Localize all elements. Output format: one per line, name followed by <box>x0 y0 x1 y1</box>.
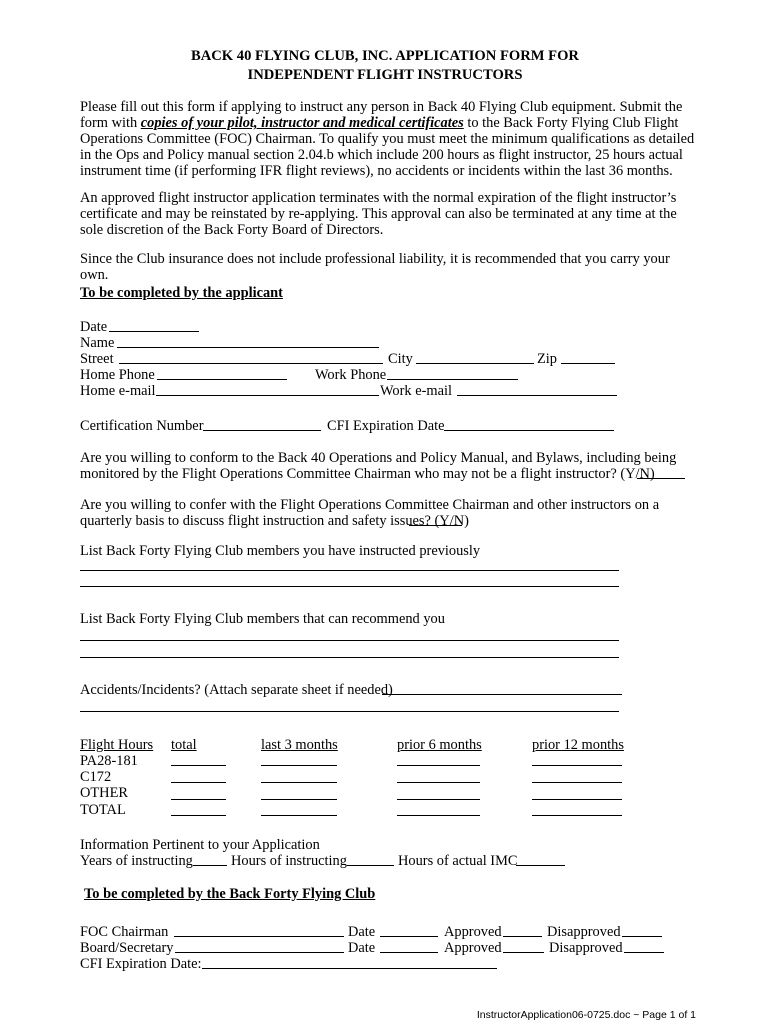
street-field[interactable] <box>119 363 383 364</box>
hours-cell[interactable] <box>261 799 337 800</box>
foc-approved-label: Approved <box>444 924 502 940</box>
home-phone-field[interactable] <box>157 379 287 380</box>
home-email-label: Home e-mail <box>80 383 156 399</box>
board-disapproved-field[interactable] <box>624 952 664 953</box>
board-secretary-label: Board/Secretary <box>80 940 174 956</box>
instructed-list-label: List Back Forty Flying Club members you have instructed previously <box>80 543 481 559</box>
hours-instructing-field[interactable] <box>347 865 394 866</box>
recommend-line-2[interactable] <box>80 657 619 658</box>
conform-yn-field[interactable] <box>637 478 685 479</box>
board-approved-field[interactable] <box>503 952 544 953</box>
prior-6-months-header: prior 6 months <box>397 737 482 753</box>
cfi-exp-label: CFI Expiration Date <box>327 418 445 434</box>
hours-instructing-label: Hours of instructing <box>231 853 347 869</box>
home-email-field[interactable] <box>156 395 379 396</box>
hours-cell[interactable] <box>532 815 622 816</box>
hours-cell[interactable] <box>171 765 226 766</box>
form-title-line2: INDEPENDENT FLIGHT INSTRUCTORS <box>247 67 523 83</box>
hours-cell[interactable] <box>397 799 480 800</box>
recommend-list-label: List Back Forty Flying Club members that can recommend you <box>80 611 445 627</box>
foc-approved-field[interactable] <box>503 936 542 937</box>
form-title-line1: BACK 40 FLYING CLUB, INC. APPLICATION FORM FOR <box>191 48 579 64</box>
foc-chairman-field[interactable] <box>174 936 344 937</box>
name-field[interactable] <box>117 347 379 348</box>
years-instructing-field[interactable] <box>193 865 227 866</box>
city-label: City <box>388 351 413 367</box>
pertinent-heading: Information Pertinent to your Application <box>80 837 320 853</box>
cert-number-label: Certification Number <box>80 418 204 434</box>
prior-12-months-header: prior 12 months <box>532 737 624 753</box>
years-instructing-label: Years of instructing <box>80 853 193 869</box>
flight-hours-header: Flight Hours <box>80 737 154 753</box>
club-cfi-exp-label: CFI Expiration Date: <box>80 956 202 972</box>
board-approved-label: Approved <box>444 940 502 956</box>
foc-disapproved-label: Disapproved <box>547 924 621 940</box>
row-label-c172: C172 <box>80 769 112 785</box>
club-section-heading: To be completed by the Back Forty Flying Club <box>84 886 376 902</box>
zip-label: Zip <box>537 351 557 367</box>
work-phone-field[interactable] <box>387 379 518 380</box>
cert-number-field[interactable] <box>203 430 321 431</box>
foc-date-field[interactable] <box>380 936 438 937</box>
name-label: Name <box>80 335 115 351</box>
intro-paragraph-3: Since the Club insurance does not include professional liability, it is recommended that you carry your own. <box>80 251 670 283</box>
page-footer: InstructorApplication06-0725.doc ~ Page 1 of 1 <box>476 1009 696 1021</box>
home-phone-label: Home Phone <box>80 367 155 383</box>
hours-cell[interactable] <box>397 815 480 816</box>
hours-cell[interactable] <box>397 782 480 783</box>
recommend-line-1[interactable] <box>80 640 619 641</box>
work-phone-label: Work Phone <box>315 367 387 383</box>
question-conform: Are you willing to conform to the Back 40 Operations and Policy Manual, and Bylaws, including being monitored by the Flight Operations Committee Chairman who may not be a flight instructor? (Y/N) <box>80 450 677 482</box>
instructed-line-1[interactable] <box>80 570 619 571</box>
hours-cell[interactable] <box>397 765 480 766</box>
club-cfi-exp-field[interactable] <box>202 968 497 969</box>
board-date-label: Date <box>348 940 376 956</box>
instructed-line-2[interactable] <box>80 586 619 587</box>
work-email-field[interactable] <box>457 395 617 396</box>
hours-imc-label: Hours of actual IMC <box>398 853 518 869</box>
street-label: Street <box>80 351 114 367</box>
hours-cell[interactable] <box>261 782 337 783</box>
foc-date-label: Date <box>348 924 376 940</box>
accidents-field[interactable] <box>382 694 622 695</box>
hours-cell[interactable] <box>532 782 622 783</box>
hours-cell[interactable] <box>261 765 337 766</box>
applicant-section-heading: To be completed by the applicant <box>80 285 283 301</box>
date-field[interactable] <box>109 331 199 332</box>
hours-imc-field[interactable] <box>516 865 565 866</box>
board-secretary-field[interactable] <box>175 952 344 953</box>
cfi-exp-field[interactable] <box>444 430 614 431</box>
last-3-months-header: last 3 months <box>261 737 338 753</box>
certificates-emphasis: copies of your pilot, instructor and medical certificates <box>140 115 464 131</box>
hours-cell[interactable] <box>171 815 226 816</box>
hours-cell[interactable] <box>532 799 622 800</box>
accidents-line-2[interactable] <box>80 711 619 712</box>
row-label-other: OTHER <box>80 785 128 801</box>
row-label-pa28: PA28-181 <box>80 753 138 769</box>
intro-paragraph-2: An approved flight instructor application terminates with the normal expiration of the flight instructor’s certificate and may be reinstated by re-applying. This approval can also be terminated at any time at the sole discretion of the Back Forty Board of Directors. <box>80 190 677 238</box>
work-email-label: Work e-mail <box>380 383 452 399</box>
foc-chairman-label: FOC Chairman <box>80 924 169 940</box>
confer-yn-field[interactable] <box>409 525 462 526</box>
date-label: Date <box>80 319 108 335</box>
hours-cell[interactable] <box>171 782 226 783</box>
city-field[interactable] <box>416 363 534 364</box>
question-confer: Are you willing to confer with the Flight Operations Committee Chairman and other instructors on a quarterly basis to discuss flight instruction and safety issues? (Y/N) <box>80 497 660 529</box>
hours-cell[interactable] <box>171 799 226 800</box>
board-disapproved-label: Disapproved <box>549 940 623 956</box>
intro-paragraph-1: Please fill out this form if applying to instruct any person in Back 40 Flying Club equipment. Submit the form with copies of your pilot, instructor and medical certificates to the Back Forty Flying Club Flight Operations Committee (FOC) Chairman. To qualify you must meet the minimum qualifications as detailed in the Ops and Policy manual section 2.04.b which include 200 hours as flight instructor, 25 hours actual instrument time (if performing IFR flight reviews), no accidents or incidents within the last 36 months. <box>80 99 695 179</box>
board-date-field[interactable] <box>380 952 438 953</box>
foc-disapproved-field[interactable] <box>622 936 662 937</box>
hours-cell[interactable] <box>532 765 622 766</box>
accidents-label: Accidents/Incidents? (Attach separate sheet if needed) <box>80 682 393 698</box>
hours-cell[interactable] <box>261 815 337 816</box>
row-label-total: TOTAL <box>80 802 126 818</box>
total-header: total <box>171 737 197 753</box>
zip-field[interactable] <box>561 363 615 364</box>
